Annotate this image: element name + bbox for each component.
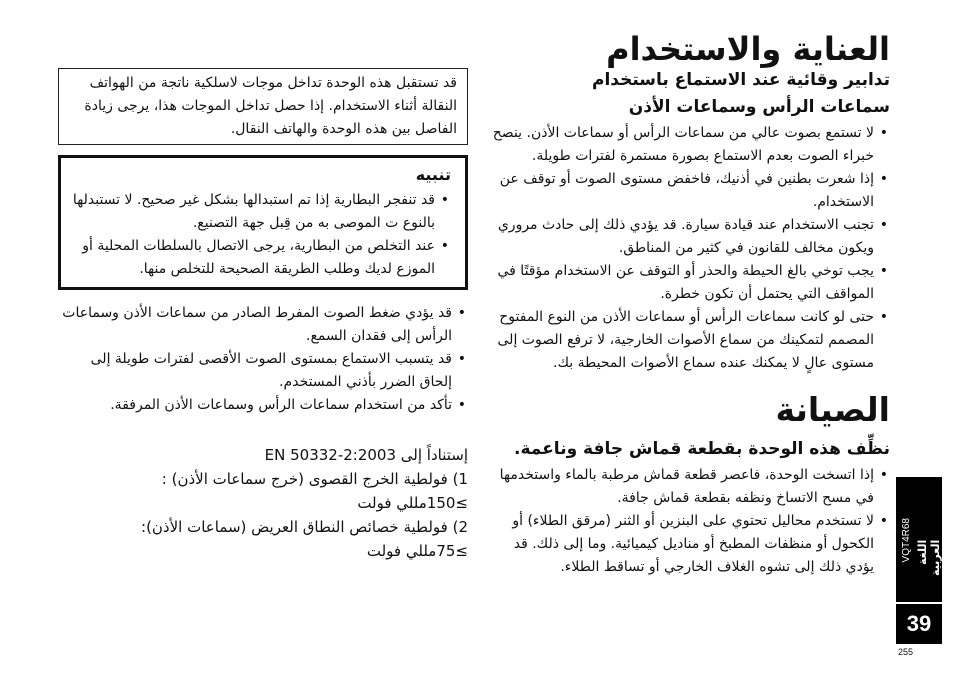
list-item: • قد يتسبب الاستماع بمستوى الصوت الأقصى لفترات طويلة إلى إلحاق الضرر بأذني المستخدم. <box>58 348 468 394</box>
maintenance-subtitle: نظِّف هذه الوحدة بقطعة قماش جافة وناعمة. <box>514 439 890 459</box>
warnings-column <box>58 68 468 563</box>
list-item: • عند التخلص من البطارية، يرجى الاتصال بالسلطات المحلية أو الموزع لديك وطلب الطريقة الصحيحة للتخلص منها. <box>71 235 451 281</box>
list-item: • إذا اتسخت الوحدة، فاعصر قطعة قماش مرطبة بالماء واستخدمها في مسح الاتساخ ونظفه بقطعة قماش جافة. <box>486 464 890 510</box>
model-code <box>896 478 916 603</box>
interference-notice-text: قد تستقبل هذه الوحدة تداخل موجات لاسلكية ناتجة من الهواتف النقالة أثناء الاستخدام. إذا حصل تداخل الموجات هذا، يرجى زيادة الفاصل بين هذه الوحدة والهاتف النقال. <box>84 75 457 137</box>
care-and-use-column <box>486 30 890 579</box>
sub-page-number: 255 <box>898 647 914 657</box>
standard-item-2: 2) فولطية خصائص النطاق العريض (سماعات الأذن): <box>141 518 468 536</box>
list-item: • يجب توخي بالغ الحيطة والحذر أو التوقف عن الاستخدام مؤقتًا في المواقف التي يحتمل أن تكون خطرة. <box>486 260 890 306</box>
list-item: • تأكد من استخدام سماعات الرأس وسماعات الأذن المرفقة. <box>58 394 468 417</box>
list-item: • قد تنفجر البطارية إذا تم استبدالها بشكل غير صحيح. لا تستبدلها بالنوع ت الموصى به من قِبل جهة التصنيع. <box>71 189 451 235</box>
model-code-text: VQT4R68 <box>900 518 912 563</box>
standard-line: إستناداً إلى EN 50332-2:2003 <box>264 446 468 464</box>
subtitle-precautions: تدابير وقائية عند الاستماع باستخدام <box>591 70 890 90</box>
subtitle-headphones: سماعات الرأس وسماعات الأذن <box>628 97 890 117</box>
maintenance-title: الصيانة <box>775 390 890 429</box>
caution-box <box>58 155 468 290</box>
caution-list <box>71 189 451 281</box>
list-item: • لا تستخدم محاليل تحتوي على البنزين أو الثنر (مرقق الطلاء) أو الكحول أو منظفات المطبخ أو مناديل كيميائية. وما إلى ذلك. قد يؤدي ذلك إلى تشوه الغلاف الخارجي أو تساقط الطلاء. <box>486 510 890 579</box>
language-label-text: اللغة العربية <box>916 540 942 577</box>
list-item: • لا تستمع بصوت عالي من سماعات الرأس أو سماعات الأذن. ينصح خبراء الصوت بعدم الاستماع بصورة مستمرة لفترات طويلة. <box>486 122 890 168</box>
standard-item-1-value: ≥150مللي فولت <box>357 494 468 512</box>
language-label <box>916 540 942 598</box>
standard-compliance <box>58 443 468 563</box>
precautions-list <box>486 122 890 375</box>
page-number: 39 <box>896 604 942 644</box>
list-item: • قد يؤدي ضغط الصوت المفرط الصادر من سماعات الأذن وسماعات الرأس إلى فقدان السمع. <box>58 302 468 348</box>
hearing-warnings-list <box>58 302 468 417</box>
page-title: العناية والاستخدام <box>606 30 890 68</box>
caution-title: تنبيه <box>415 165 451 184</box>
list-item: • تجنب الاستخدام عند قيادة سيارة. قد يؤدي ذلك إلى حادث مروري ويكون مخالف للقانون في كثير من المناطق. <box>486 214 890 260</box>
maintenance-list <box>486 464 890 579</box>
list-item: • حتى لو كانت سماعات الرأس أو سماعات الأذن من النوع المفتوح المصمم لتمكينك من سماع الأصوات الخارجية، لا ترفع الصوت إلى مستوى عالٍ لا يمكنك عنده سماع الأصوات المحيطة بك. <box>486 306 890 375</box>
standard-item-1: 1) فولطية الخرج القصوى (خرج سماعات الأذن) : <box>161 470 468 488</box>
interference-notice-box <box>58 68 468 145</box>
standard-item-2-value: ≥75مللي فولت <box>366 542 468 560</box>
maintenance-section <box>486 389 890 579</box>
list-item: • إذا شعرت بطنين في أذنيك، فاخفض مستوى الصوت أو توقف عن الاستخدام. <box>486 168 890 214</box>
